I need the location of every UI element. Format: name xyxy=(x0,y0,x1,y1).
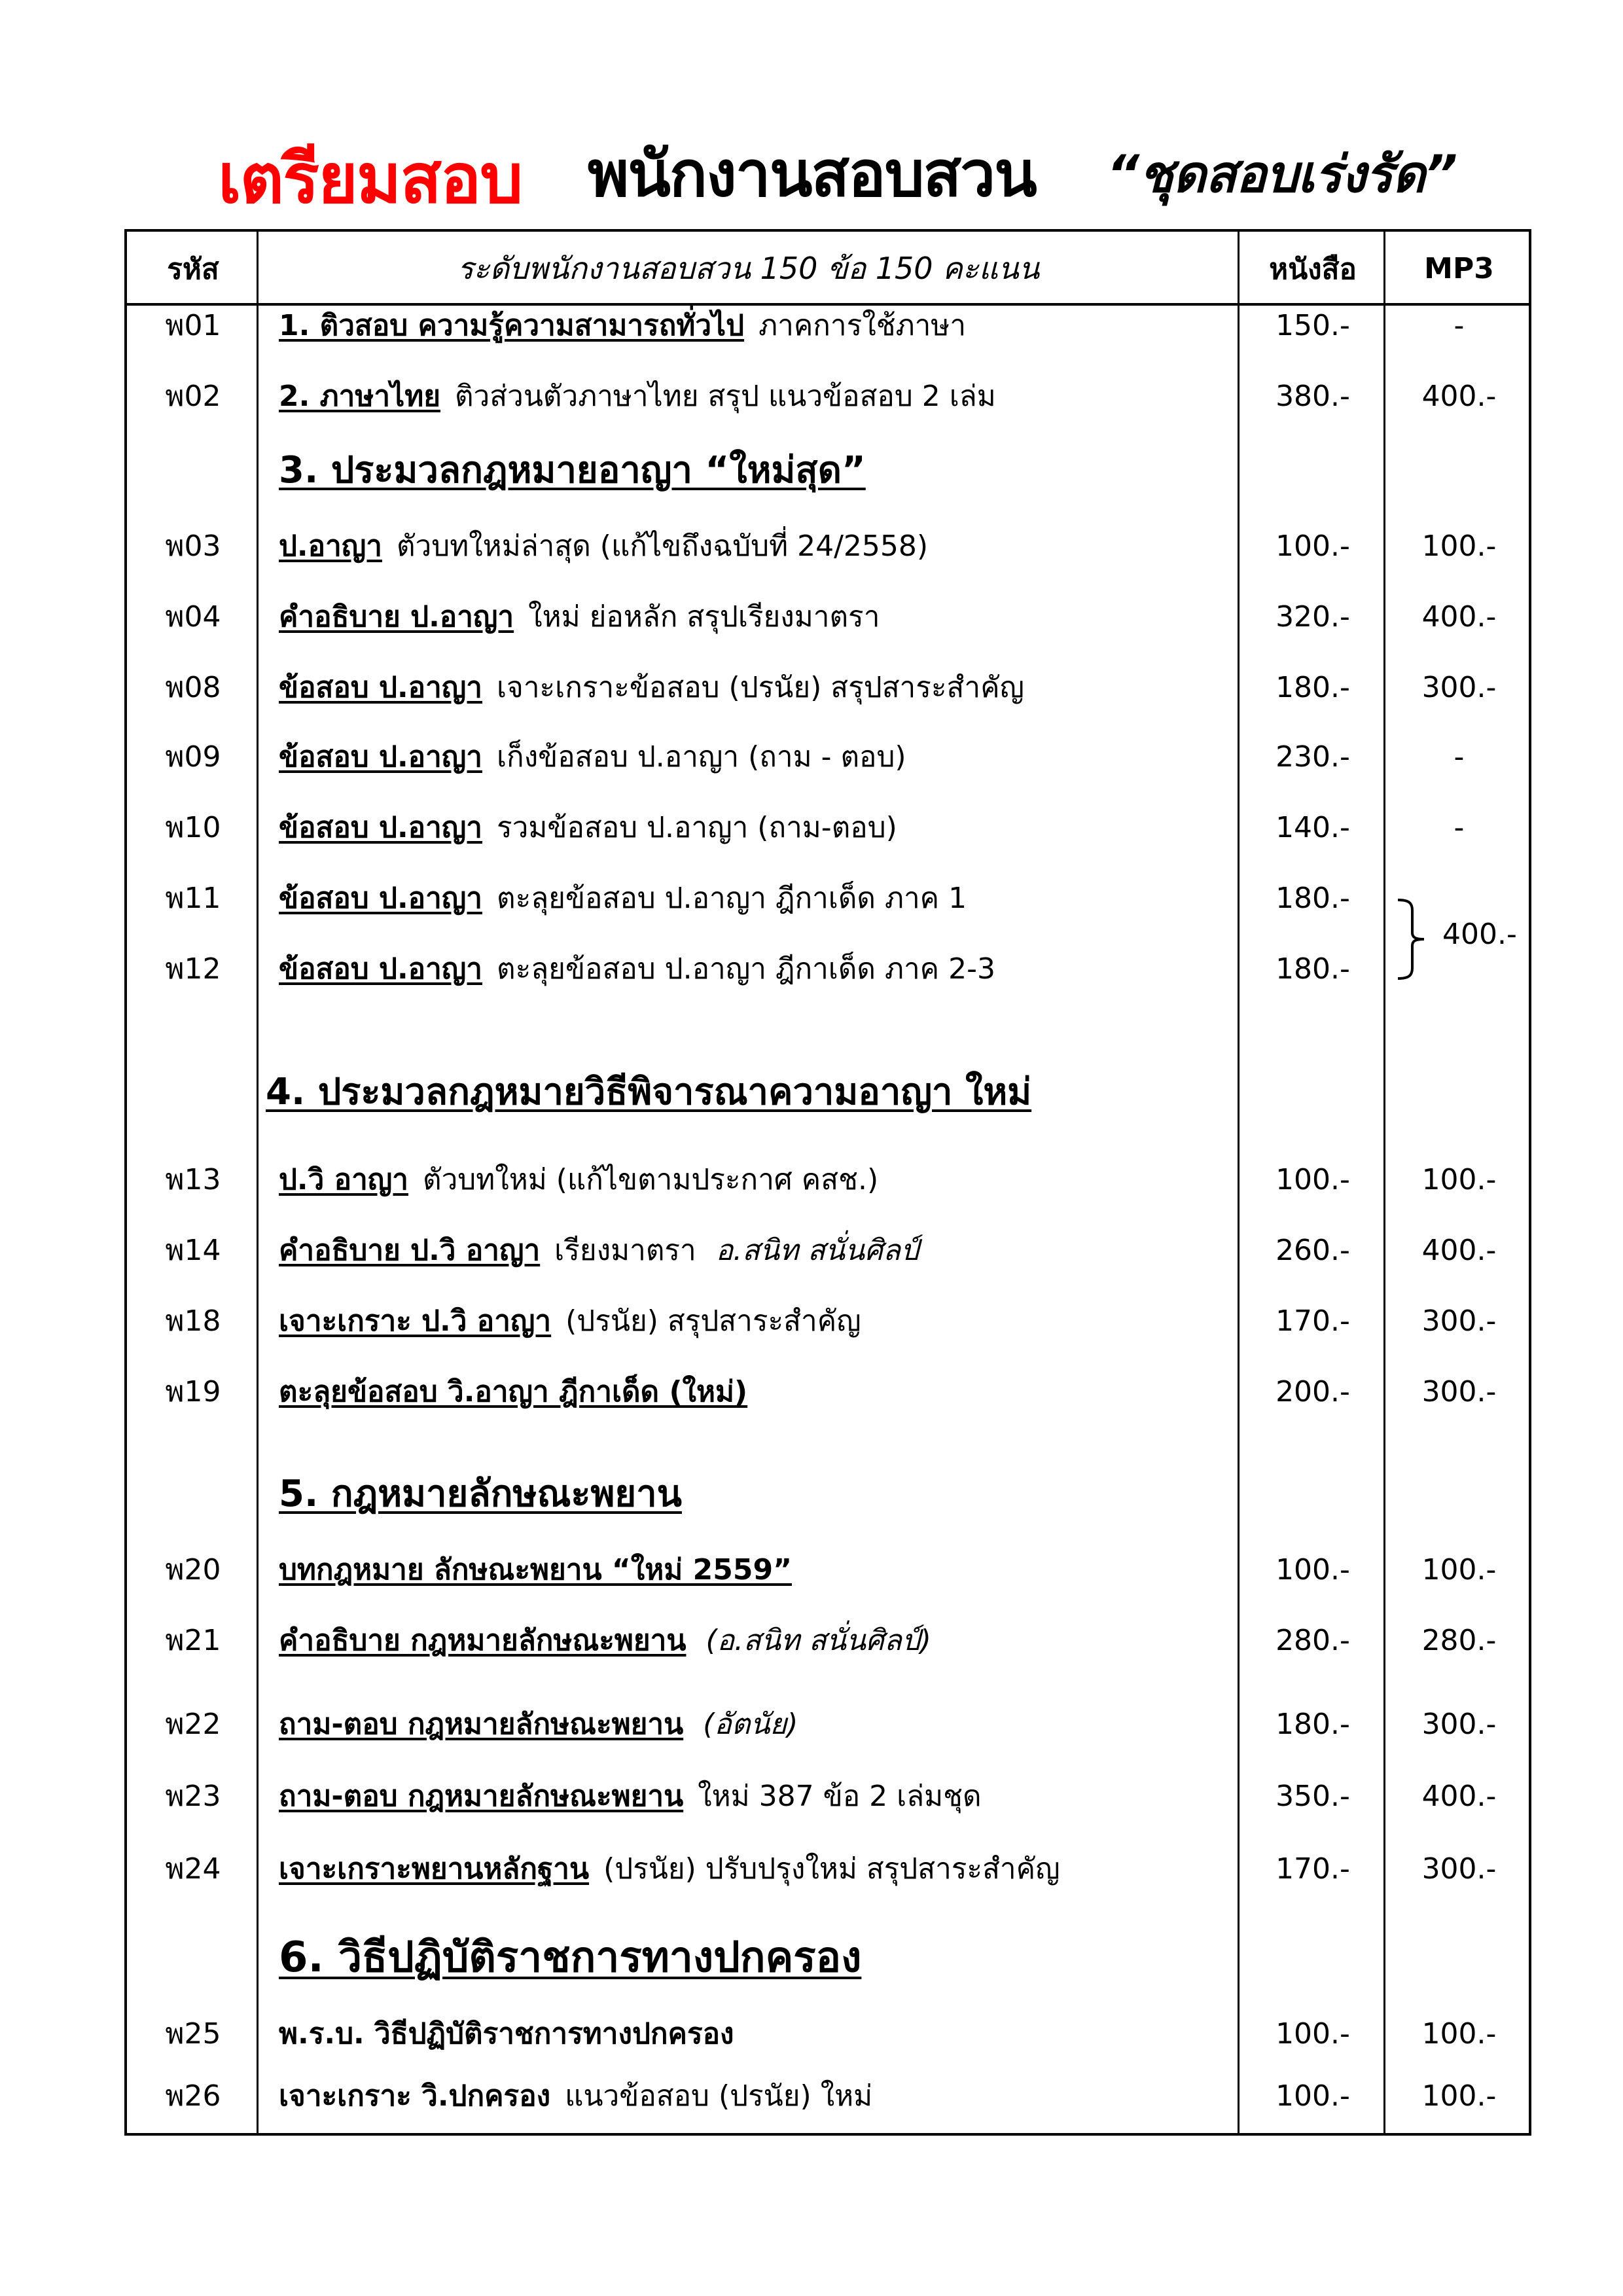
item-code: พ08 xyxy=(165,671,221,704)
item-title: ข้อสอบ ป.อาญา xyxy=(279,952,483,986)
header-description: ระดับพนักงานสอบสวน 150 ข้อ 150 คะแนน xyxy=(457,251,1040,286)
table-row xyxy=(127,655,1529,720)
header-book: หนังสือ xyxy=(1269,252,1357,286)
item-detail: เก็งข้อสอบ ป.อาญา (ถาม - ตอบ) xyxy=(497,740,906,774)
book-price: 180.- xyxy=(1275,952,1350,986)
item-title: ป.วิ อาญา xyxy=(279,1163,408,1196)
book-price: 170.- xyxy=(1275,1852,1350,1886)
table-row xyxy=(127,865,1529,931)
item-detail: แนวข้อสอบ (ปรนัย) ใหม่ xyxy=(565,2079,873,2113)
mp3-price: 400.- xyxy=(1421,1233,1497,1267)
item-title: ข้อสอบ ป.อาญา xyxy=(279,882,483,915)
item-code: พ09 xyxy=(165,740,221,774)
item-description xyxy=(279,363,1234,429)
item-detail: ใหม่ ย่อหลัก สรุปเรียงมาตรา xyxy=(528,600,880,634)
item-code: พ01 xyxy=(165,309,221,342)
item-code: พ12 xyxy=(165,952,221,986)
title-position: พนักงานสอบสวน xyxy=(588,137,1036,211)
item-title: ป.อาญา xyxy=(279,529,382,563)
table-row xyxy=(127,2001,1529,2066)
item-detail: รวมข้อสอบ ป.อาญา (ถาม-ตอบ) xyxy=(497,811,897,844)
mp3-price: 400.- xyxy=(1421,600,1497,634)
book-price: 100.- xyxy=(1275,529,1350,563)
item-description xyxy=(279,2063,1234,2128)
mp3-price: 280.- xyxy=(1421,1623,1497,1657)
item-description xyxy=(279,936,1234,1001)
item-title: บทกฎหมาย ลักษณะพยาน “ใหม่ 2559” xyxy=(279,1553,792,1587)
item-title: 2. ภาษาไทย xyxy=(279,380,440,413)
item-description xyxy=(279,1537,1234,1602)
mp3-price: - xyxy=(1454,740,1465,774)
section-heading: 5. กฎหมายลักษณะพยาน xyxy=(279,1472,682,1515)
table-row xyxy=(127,724,1529,789)
item-description xyxy=(279,1691,1234,1757)
book-price: 320.- xyxy=(1275,600,1350,634)
combined-mp3-price: 400.- xyxy=(1442,918,1517,951)
mp3-price: 100.- xyxy=(1421,1552,1497,1587)
item-description xyxy=(279,1607,1234,1673)
book-price: 260.- xyxy=(1275,1233,1350,1267)
book-price: 150.- xyxy=(1275,308,1350,342)
book-price: 200.- xyxy=(1275,1374,1350,1408)
mp3-price: 100.- xyxy=(1421,1162,1497,1196)
title-series: “ชุดสอบเร่งรัด” xyxy=(1107,145,1457,204)
item-description xyxy=(279,724,1234,789)
item-description xyxy=(279,1359,1234,1424)
book-price: 100.- xyxy=(1275,1162,1350,1196)
section-heading-row xyxy=(127,1058,1529,1124)
item-code: พ14 xyxy=(165,1234,221,1267)
item-author: อ.สนิท สนั่นศิลป์ xyxy=(715,1234,919,1267)
book-price: 180.- xyxy=(1275,1707,1350,1741)
item-detail: ตัวบทใหม่ล่าสุด (แก้ไขถึงฉบับที่ 24/2558) xyxy=(396,529,929,563)
item-title: ข้อสอบ ป.อาญา xyxy=(279,740,483,774)
item-description xyxy=(279,1217,1234,1283)
item-code: พ04 xyxy=(165,600,221,634)
item-code: พ03 xyxy=(165,529,221,563)
book-price: 100.- xyxy=(1275,1552,1350,1587)
table-row xyxy=(127,936,1529,1001)
item-code: พ13 xyxy=(165,1163,221,1196)
table-row xyxy=(127,795,1529,860)
mp3-price: 100.- xyxy=(1421,2079,1497,2113)
item-title: ข้อสอบ ป.อาญา xyxy=(279,811,483,844)
book-price: 140.- xyxy=(1275,810,1350,844)
book-price: 170.- xyxy=(1275,1304,1350,1338)
book-price: 100.- xyxy=(1275,2017,1350,2051)
table-row xyxy=(127,293,1529,358)
item-author: (อัตนัย) xyxy=(703,1708,798,1741)
brace-icon xyxy=(1397,897,1436,981)
item-detail: เรียงมาตรา xyxy=(554,1234,696,1267)
table-row xyxy=(127,1217,1529,1283)
table-row xyxy=(127,1147,1529,1212)
item-title: เจาะเกราะ ป.วิ อาญา xyxy=(279,1304,552,1338)
item-code: พ25 xyxy=(165,2017,221,2051)
item-description xyxy=(279,2001,1234,2066)
item-description xyxy=(279,293,1234,358)
item-description xyxy=(279,865,1234,931)
item-detail: (ปรนัย) ปรับปรุงใหม่ สรุปสาระสำคัญ xyxy=(603,1852,1060,1886)
item-detail: ตะลุยข้อสอบ ป.อาญา ฎีกาเด็ด ภาค 1 xyxy=(497,882,967,915)
table-row xyxy=(127,1537,1529,1602)
item-code: พ02 xyxy=(165,380,221,413)
item-detail: ตะลุยข้อสอบ ป.อาญา ฎีกาเด็ด ภาค 2-3 xyxy=(497,952,995,986)
title-prepare-exam: เตรียมสอบ xyxy=(218,139,522,219)
item-title: เจาะเกราะ วิ.ปกครอง xyxy=(279,2079,551,2113)
item-title: ถาม-ตอบ กฎหมายลักษณะพยาน xyxy=(279,1708,684,1741)
table-row xyxy=(127,2063,1529,2128)
item-description xyxy=(279,1288,1234,1354)
item-code: พ11 xyxy=(165,882,221,915)
mp3-price: - xyxy=(1454,810,1465,844)
item-title: คำอธิบาย กฎหมายลักษณะพยาน xyxy=(279,1624,687,1657)
section-heading-row xyxy=(127,1924,1529,1990)
book-price: 230.- xyxy=(1275,740,1350,774)
item-title: ข้อสอบ ป.อาญา xyxy=(279,671,483,704)
book-price: 280.- xyxy=(1275,1623,1350,1657)
book-price: 180.- xyxy=(1275,881,1350,915)
mp3-price: 300.- xyxy=(1421,670,1497,704)
item-detail: (ปรนัย) สรุปสาระสำคัญ xyxy=(565,1304,861,1338)
item-description xyxy=(279,1763,1234,1829)
section-heading-row xyxy=(127,437,1529,502)
item-detail: ใหม่ 387 ข้อ 2 เล่มชุด xyxy=(698,1780,982,1813)
item-title: ตะลุยข้อสอบ วิ.อาญา ฎีกาเด็ด (ใหม่) xyxy=(279,1375,748,1408)
book-price: 180.- xyxy=(1275,670,1350,704)
mp3-price: 300.- xyxy=(1421,1852,1497,1886)
item-title: เจาะเกราะพยานหลักฐาน xyxy=(279,1852,590,1886)
mp3-price: 100.- xyxy=(1421,2017,1497,2051)
item-detail: ติวส่วนตัวภาษาไทย สรุป แนวข้อสอบ 2 เล่ม xyxy=(454,380,996,413)
section-heading: 3. ประมวลกฎหมายอาญา “ใหม่สุด” xyxy=(279,448,866,492)
table-row xyxy=(127,1691,1529,1757)
table-row xyxy=(127,1836,1529,1901)
item-code: พ21 xyxy=(165,1624,221,1657)
header-code: รหัส xyxy=(167,252,219,286)
book-price: 100.- xyxy=(1275,2079,1350,2113)
item-detail: ตัวบทใหม่ (แก้ไขตามประกาศ คสช.) xyxy=(423,1163,879,1196)
book-price: 350.- xyxy=(1275,1779,1350,1813)
mp3-price: 400.- xyxy=(1421,1779,1497,1813)
mp3-price: - xyxy=(1454,308,1465,342)
section-heading: 6. วิธีปฏิบัติราชการทางปกครอง xyxy=(279,1933,862,1982)
item-code: พ19 xyxy=(165,1375,221,1408)
item-code: พ10 xyxy=(165,811,221,844)
mp3-price: 400.- xyxy=(1421,379,1497,413)
mp3-price: 300.- xyxy=(1421,1374,1497,1408)
item-title: คำอธิบาย ป.วิ อาญา xyxy=(279,1234,541,1267)
book-price: 380.- xyxy=(1275,379,1350,413)
item-description xyxy=(279,1836,1234,1901)
table-row xyxy=(127,513,1529,579)
item-description xyxy=(279,513,1234,579)
item-code: พ23 xyxy=(165,1780,221,1813)
item-code: พ20 xyxy=(165,1553,221,1587)
item-code: พ22 xyxy=(165,1708,221,1741)
item-title: 1. ติวสอบ ความรู้ความสามารถทั่วไป xyxy=(279,309,745,342)
item-code: พ18 xyxy=(165,1304,221,1338)
item-title: ถาม-ตอบ กฎหมายลักษณะพยาน xyxy=(279,1780,684,1813)
table-row xyxy=(127,1607,1529,1673)
item-detail: เจาะเกราะข้อสอบ (ปรนัย) สรุปสาระสำคัญ xyxy=(497,671,1025,704)
header-mp3: MP3 xyxy=(1424,252,1494,285)
mp3-price: 300.- xyxy=(1421,1304,1497,1338)
item-code: พ26 xyxy=(165,2079,221,2113)
table-row xyxy=(127,584,1529,649)
item-description xyxy=(279,1147,1234,1212)
item-code: พ24 xyxy=(165,1852,221,1886)
table-row xyxy=(127,1763,1529,1829)
price-table xyxy=(124,229,1531,2136)
section-heading-row xyxy=(127,1460,1529,1526)
item-detail: ภาคการใช้ภาษา xyxy=(758,309,967,342)
table-row xyxy=(127,363,1529,429)
item-description xyxy=(279,584,1234,649)
item-title: คำอธิบาย ป.อาญา xyxy=(279,600,514,634)
section-heading: 4. ประมวลกฎหมายวิธีพิจารณาความอาญา ใหม่ xyxy=(266,1070,1032,1113)
item-description xyxy=(279,795,1234,860)
mp3-price: 100.- xyxy=(1421,529,1497,563)
item-title: พ.ร.บ. วิธีปฏิบัติราชการทางปกครอง xyxy=(279,2017,734,2051)
item-description xyxy=(279,655,1234,720)
mp3-price: 300.- xyxy=(1421,1707,1497,1741)
table-row xyxy=(127,1359,1529,1424)
item-author: (อ.สนิท สนั่นศิลป์) xyxy=(705,1624,931,1657)
table-row xyxy=(127,1288,1529,1354)
